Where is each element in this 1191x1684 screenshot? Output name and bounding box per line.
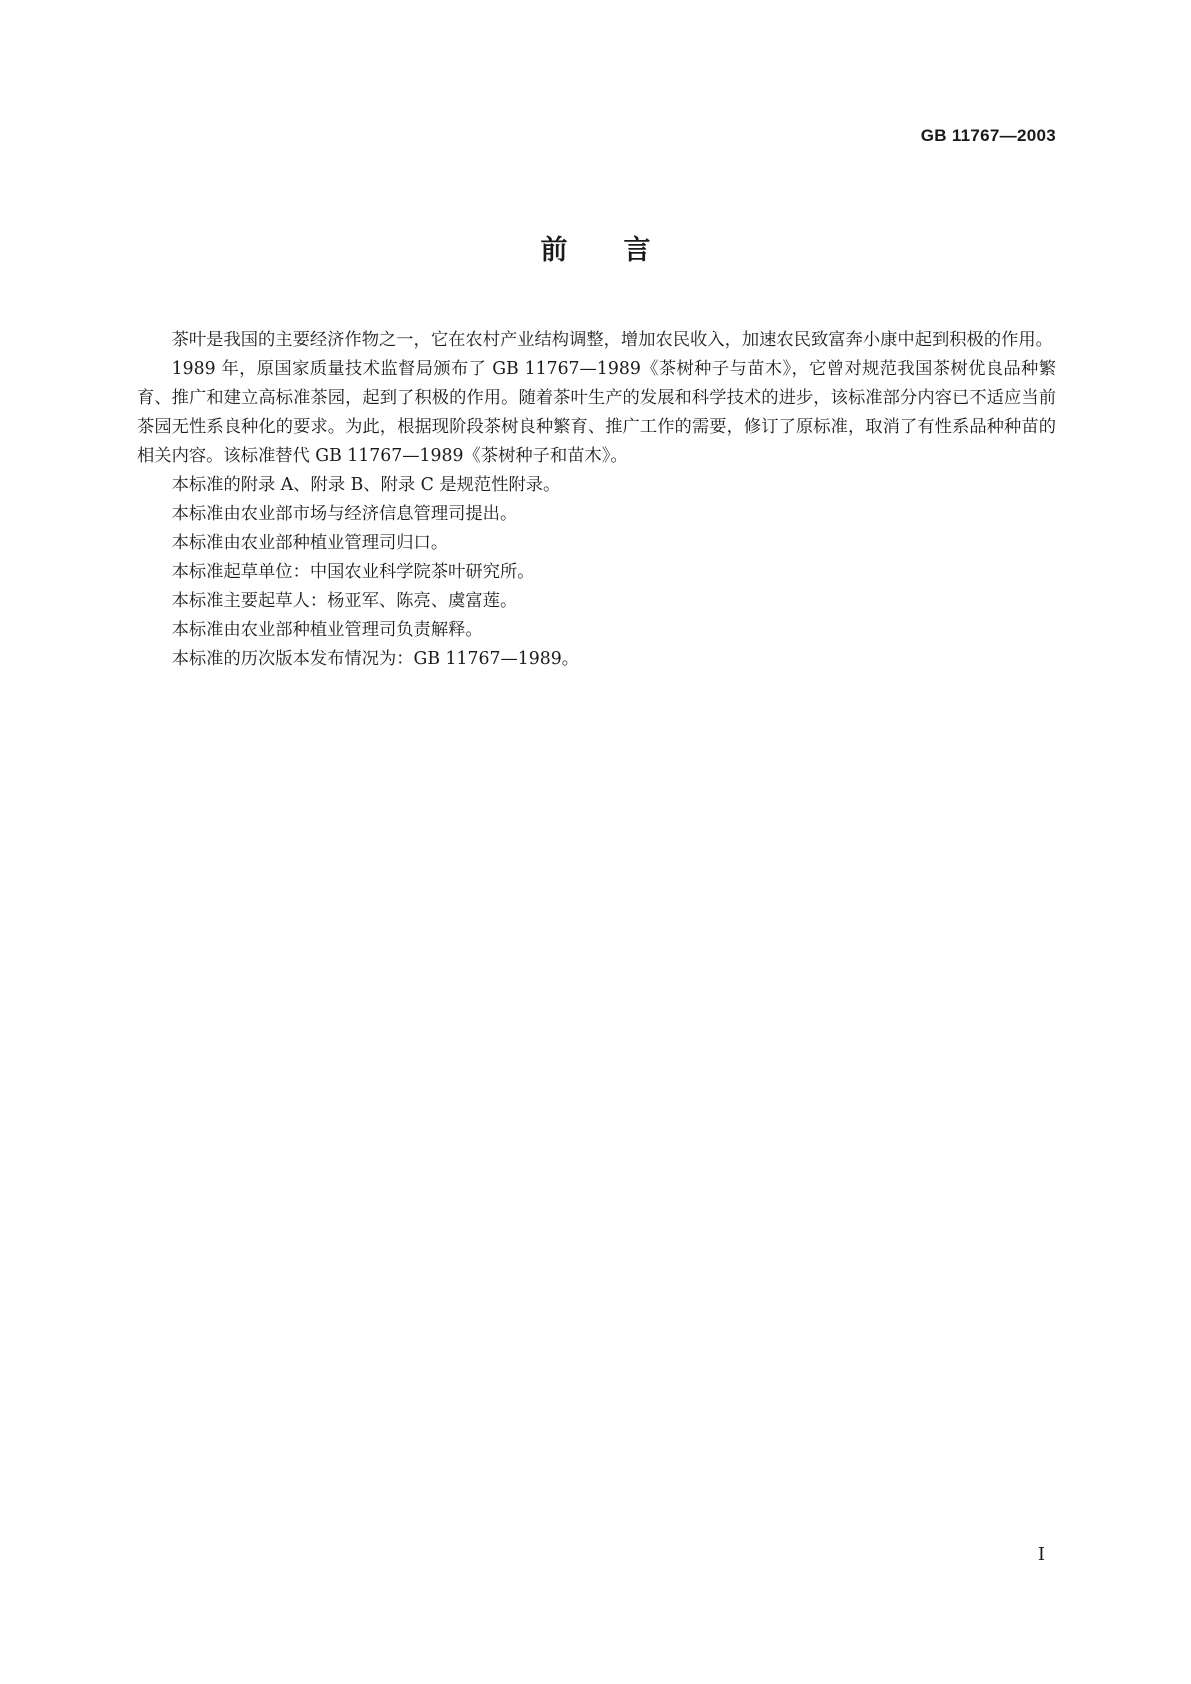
paragraph-drafters: 本标准主要起草人：杨亚军、陈亮、虞富莲。 bbox=[171, 591, 518, 611]
paragraph-drafting-unit: 本标准起草单位：中国农业科学院茶叶研究所。 bbox=[171, 562, 535, 582]
paragraph-managed-by: 本标准由农业部种植业管理司归口。 bbox=[171, 533, 449, 553]
paragraph-interpretation: 本标准由农业部种植业管理司负责解释。 bbox=[171, 620, 483, 640]
page-title: 前言 bbox=[540, 235, 707, 266]
page-number: I bbox=[1037, 1544, 1045, 1565]
paragraph-appendices: 本标准的附录 A、附录 B、附录 C 是规范性附录。 bbox=[171, 475, 561, 495]
paragraph-previous-versions: 本标准的历次版本发布情况为：GB 11767—1989。 bbox=[171, 649, 580, 669]
paragraph-history: 1989 年，原国家质量技术监督局颁布了 GB 11767—1989《茶树种子与苗木》，它曾对规范我国茶树优良品种繁育、推广和建立高标准茶园，起到了积极的作用。随着茶叶生产的发展和科学技术的进步，该标准部分内容已不适应当前茶园无性系良种化的要求。为此，根据现阶段茶树良种繁育、推广工作的需要，修订了原标准，取消了有性系品种种苗的相关内容。该标准替代 GB 11767—1989《茶树种子和苗木》。 bbox=[137, 359, 1056, 466]
foreword-body bbox=[137, 326, 1056, 674]
paragraph-intro: 茶叶是我国的主要经济作物之一，它在农村产业结构调整，增加农民收入，加速农民致富奔小康中起到积极的作用。 bbox=[171, 330, 1053, 350]
paragraph-proposed-by: 本标准由农业部市场与经济信息管理司提出。 bbox=[171, 504, 518, 524]
standard-code: GB 11767—2003 bbox=[920, 126, 1056, 145]
